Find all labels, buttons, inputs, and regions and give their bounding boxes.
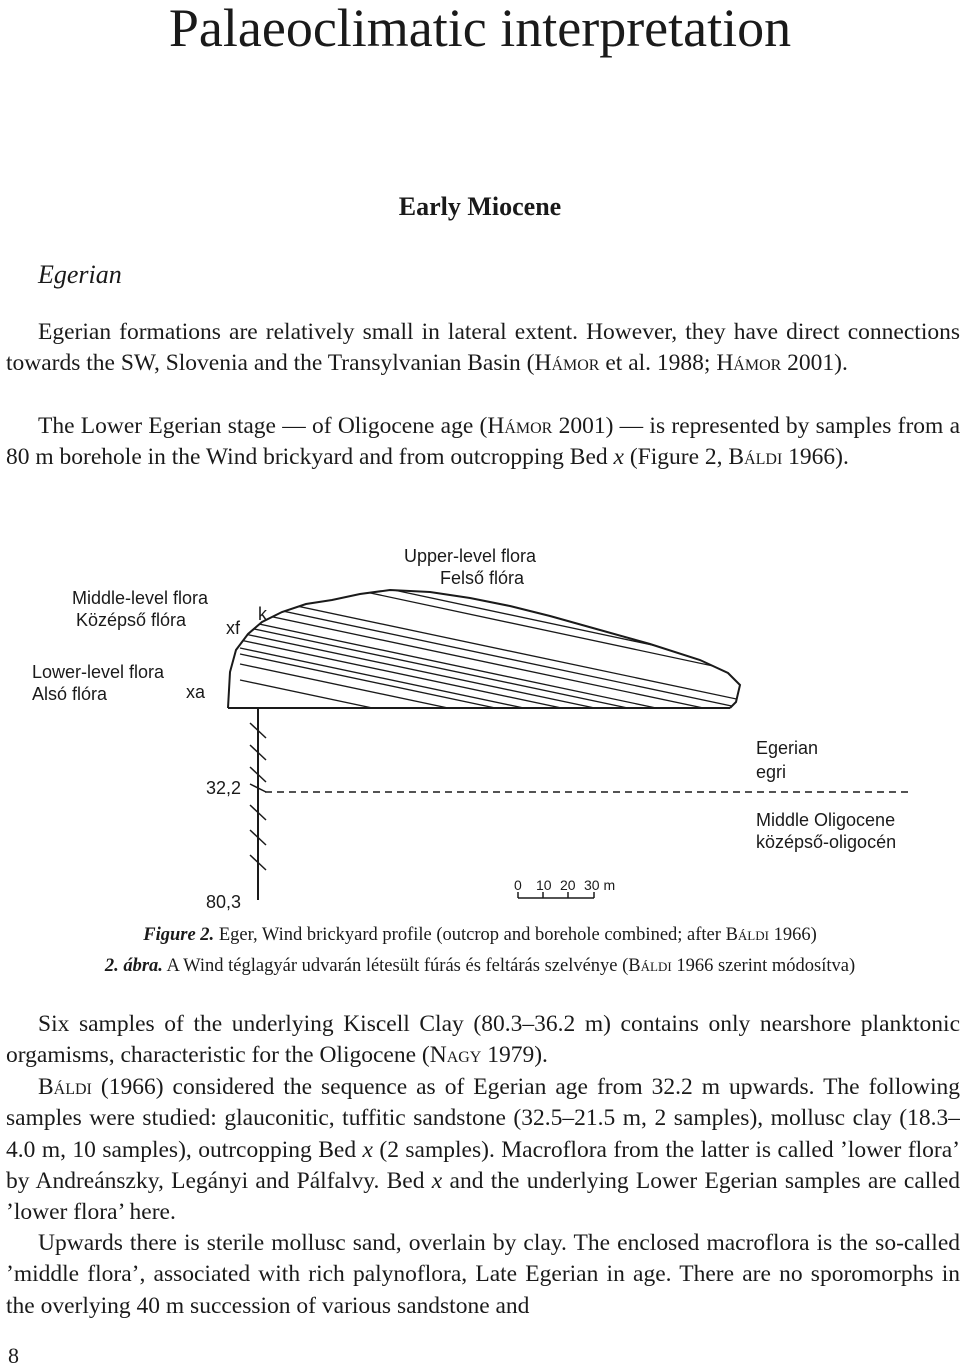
intro-paragraph-1: Egerian formations are relatively small in lateral extent. However, they have direct connections towards the SW, Slovenia and the Transylvanian Basin (Hámor et al. 1988; Hámor 2001).	[6, 319, 960, 377]
author-citation: Hámor	[716, 350, 782, 377]
section-heading: Early Miocene	[398, 192, 562, 221]
figure-2-profile	[0, 540, 960, 922]
body-paragraph-3: Upwards there is sterile mollusc sand, overlain by clay. The enclosed macroflora is the so-called ’middle flora’, associated with rich palynoflora, Late Egerian in age. There are no sporomorphs in the overlying 40 m succession of various sandstone and	[6, 1230, 960, 1319]
lower-flora-label-en: Lower-level flora	[32, 662, 165, 682]
upper-flora-label-hu: Felső flóra	[440, 568, 525, 588]
oligocene-unit-label-hu: középső-oligocén	[756, 832, 897, 852]
subsection-heading: Egerian	[38, 260, 122, 289]
author-citation: Hámor	[487, 413, 553, 439]
scale-label-20: 20	[560, 877, 576, 893]
scale-label-30: 30 m	[584, 877, 616, 893]
label-xa: xa	[186, 682, 206, 702]
oligocene-unit-label-en: Middle Oligocene	[756, 810, 896, 830]
lower-flora-label-hu: Alsó flóra	[32, 684, 108, 704]
body-paragraph-2: Báldi (1966) considered the sequence as of Egerian age from 32.2 m upwards. The following samples were studied: glauconitic, tuffitic sandstone (32.5–21.5 m, 2 samples), mollusc clay (18.3–4.0 m, 10 samples), outrcopping Bed x (2 samples). Macroflora from the latter is called ’lower flora’ by Andreánszky, Legányi and Pálfalvy. Bed x and the underlying Lower Egerian samples are called ’lower flora’ here.	[6, 1074, 960, 1226]
author-citation: Nagy	[429, 1042, 482, 1069]
label-k: k	[258, 604, 267, 624]
page-title: Palaeoclimatic interpretation	[168, 0, 792, 58]
scale-label-10: 10	[536, 877, 552, 893]
scale-bar	[514, 877, 615, 898]
middle-flora-label-en: Middle-level flora	[72, 588, 209, 608]
depth-boundary-label: 32,2	[206, 778, 242, 798]
author-citation: Hámor	[534, 350, 600, 377]
egerian-unit-label-hu: egri	[756, 762, 787, 782]
depth-bottom-label: 80,3	[206, 892, 242, 912]
intro-paragraph-2: The Lower Egerian stage — of Oligocene age (Hámor 2001) — is represented by samples from a 80 m borehole in the Wind brickyard and from outcropping Bed x (Figure 2, Báldi 1966).	[6, 413, 960, 471]
figure-caption-en: Figure 2. Eger, Wind brickyard profile (outcrop and borehole combined; after Báldi 1966)	[143, 925, 817, 945]
upper-flora-label-en: Upper-level flora	[404, 546, 537, 566]
scale-label-0: 0	[514, 877, 522, 893]
body-paragraph-1: Six samples of the underlying Kiscell Clay (80.3–36.2 m) contains only nearshore planktonic orgamisms, characteristic for the Oligocene (Nagy 1979).	[6, 1011, 960, 1069]
figure-caption-hu: 2. ábra. A Wind téglagyár udvarán létesült fúrás és feltárás szelvénye (Báldi 1966 szerint módosítva)	[104, 956, 856, 976]
author-citation: Báldi	[38, 1074, 92, 1100]
page-number: 8	[8, 1343, 19, 1368]
middle-flora-label-hu: Középső flóra	[76, 610, 187, 630]
label-xf: xf	[226, 618, 241, 638]
egerian-unit-label-en: Egerian	[756, 738, 819, 758]
author-citation: Báldi	[728, 444, 783, 471]
